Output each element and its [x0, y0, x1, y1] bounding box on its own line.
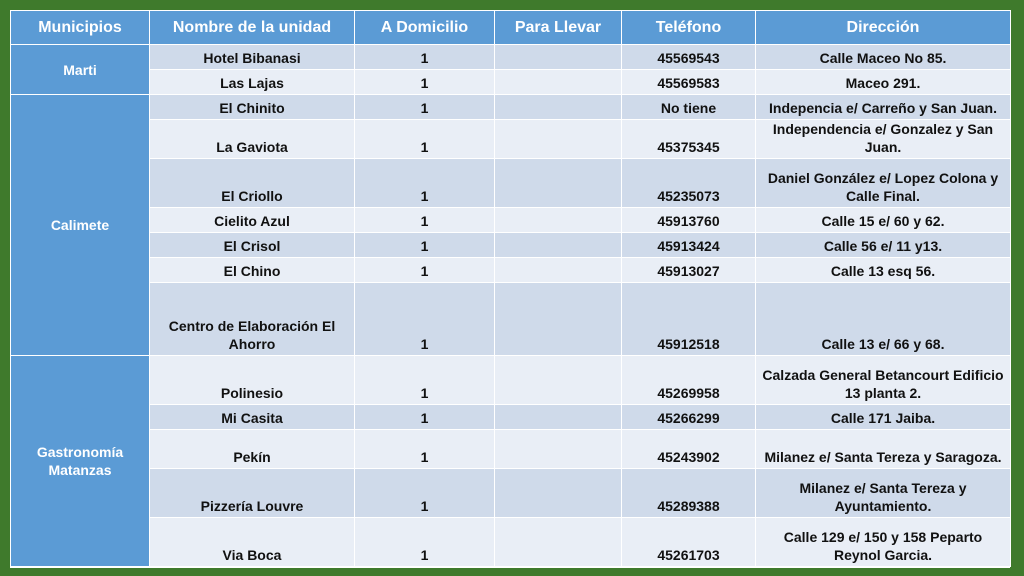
takeaway-cell: [495, 518, 622, 567]
municipio-cell: Calimete: [11, 95, 150, 356]
delivery-cell: 1: [355, 233, 495, 258]
delivery-cell: 1: [355, 159, 495, 208]
unit-name-cell: Pizzería Louvre: [150, 469, 355, 518]
table-frame: [10, 10, 1010, 568]
takeaway-cell: [495, 45, 622, 70]
phone-cell: 45235073: [622, 159, 756, 208]
address-cell: Indepencia e/ Carreño y San Juan.: [756, 95, 1011, 120]
phone-cell: 45913760: [622, 208, 756, 233]
phone-cell: 45913027: [622, 258, 756, 283]
phone-cell: 45913424: [622, 233, 756, 258]
address-cell: Calle 15 e/ 60 y 62.: [756, 208, 1011, 233]
unit-name-cell: Via Boca: [150, 518, 355, 567]
takeaway-cell: [495, 70, 622, 95]
takeaway-cell: [495, 405, 622, 430]
phone-cell: 45266299: [622, 405, 756, 430]
address-cell: Milanez e/ Santa Tereza y Saragoza.: [756, 430, 1011, 469]
takeaway-cell: [495, 258, 622, 283]
unit-name-cell: La Gaviota: [150, 120, 355, 159]
table-row: [11, 159, 1011, 208]
table-row: [11, 70, 1011, 95]
header-nombre: Nombre de la unidad: [150, 11, 355, 45]
phone-cell: No tiene: [622, 95, 756, 120]
address-cell: Calle 129 e/ 150 y 158 Peparto Reynol Garcia.: [756, 518, 1011, 567]
table-row: [11, 233, 1011, 258]
address-cell: Calzada General Betancourt Edificio 13 planta 2.: [756, 356, 1011, 405]
delivery-cell: 1: [355, 430, 495, 469]
delivery-cell: 1: [355, 95, 495, 120]
takeaway-cell: [495, 283, 622, 356]
municipio-cell: Marti: [11, 45, 150, 95]
delivery-cell: 1: [355, 356, 495, 405]
phone-cell: 45569543: [622, 45, 756, 70]
header-telefono: Teléfono: [622, 11, 756, 45]
unit-name-cell: Las Lajas: [150, 70, 355, 95]
takeaway-cell: [495, 120, 622, 159]
phone-cell: 45569583: [622, 70, 756, 95]
table-row: [11, 405, 1011, 430]
address-cell: Daniel González e/ Lopez Colona y Calle Final.: [756, 159, 1011, 208]
delivery-cell: 1: [355, 45, 495, 70]
takeaway-cell: [495, 95, 622, 120]
delivery-cell: 1: [355, 70, 495, 95]
table-row: [11, 356, 1011, 405]
table-row: [11, 258, 1011, 283]
takeaway-cell: [495, 356, 622, 405]
table-row: [11, 518, 1011, 567]
address-cell: Calle 13 esq 56.: [756, 258, 1011, 283]
address-cell: Calle 13 e/ 66 y 68.: [756, 283, 1011, 356]
table-row: [11, 283, 1011, 356]
address-cell: Calle 171 Jaiba.: [756, 405, 1011, 430]
phone-cell: 45261703: [622, 518, 756, 567]
unit-name-cell: El Chinito: [150, 95, 355, 120]
delivery-cell: 1: [355, 469, 495, 518]
unit-name-cell: Polinesio: [150, 356, 355, 405]
table-row: [11, 469, 1011, 518]
address-cell: Maceo 291.: [756, 70, 1011, 95]
table-row: [11, 208, 1011, 233]
phone-cell: 45289388: [622, 469, 756, 518]
table-row: [11, 45, 1011, 70]
table-row: [11, 120, 1011, 159]
table-row: [11, 95, 1011, 120]
unit-name-cell: El Chino: [150, 258, 355, 283]
phone-cell: 45375345: [622, 120, 756, 159]
unit-name-cell: Centro de Elaboración El Ahorro: [150, 283, 355, 356]
delivery-cell: 1: [355, 283, 495, 356]
unit-name-cell: Hotel Bibanasi: [150, 45, 355, 70]
unit-name-cell: El Crisol: [150, 233, 355, 258]
takeaway-cell: [495, 159, 622, 208]
takeaway-cell: [495, 233, 622, 258]
address-cell: Milanez e/ Santa Tereza y Ayuntamiento.: [756, 469, 1011, 518]
table-body: [11, 45, 1011, 567]
phone-cell: 45269958: [622, 356, 756, 405]
address-cell: Independencia e/ Gonzalez y San Juan.: [756, 120, 1011, 159]
units-table: [10, 10, 1011, 567]
municipio-cell: Gastronomía Matanzas: [11, 356, 150, 567]
delivery-cell: 1: [355, 518, 495, 567]
takeaway-cell: [495, 469, 622, 518]
takeaway-cell: [495, 430, 622, 469]
unit-name-cell: Cielito Azul: [150, 208, 355, 233]
delivery-cell: 1: [355, 258, 495, 283]
address-cell: Calle 56 e/ 11 y13.: [756, 233, 1011, 258]
delivery-cell: 1: [355, 208, 495, 233]
header-direccion: Dirección: [756, 11, 1011, 45]
unit-name-cell: El Criollo: [150, 159, 355, 208]
table-row: [11, 430, 1011, 469]
header-municipios: Municipios: [11, 11, 150, 45]
delivery-cell: 1: [355, 405, 495, 430]
address-cell: Calle Maceo No 85.: [756, 45, 1011, 70]
header-row: [11, 11, 1011, 45]
unit-name-cell: Mi Casita: [150, 405, 355, 430]
header-llevar: Para Llevar: [495, 11, 622, 45]
unit-name-cell: Pekín: [150, 430, 355, 469]
delivery-cell: 1: [355, 120, 495, 159]
takeaway-cell: [495, 208, 622, 233]
phone-cell: 45912518: [622, 283, 756, 356]
header-domicilio: A Domicilio: [355, 11, 495, 45]
phone-cell: 45243902: [622, 430, 756, 469]
